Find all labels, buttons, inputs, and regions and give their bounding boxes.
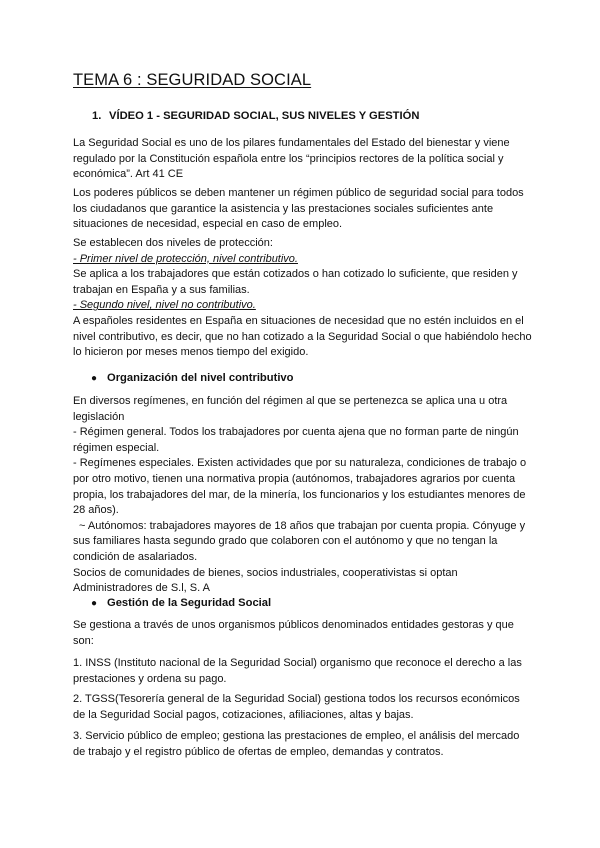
paragraph: ~ Autónomos: trabajadores mayores de 18 años que trabajan por cuenta propia. Cónyuge y sus familiares hasta segundo grado que colaboren con el autónomo y que no tengan la condición de asalariados. (73, 519, 526, 563)
paragraph: Se establecen dos niveles de protección: (73, 237, 273, 249)
management-item-2 (73, 692, 533, 723)
list-item: 2. TGSS(Tesorería general de la Seguridad Social) gestiona todos los recursos económicos de la Seguridad Social pagos, cotizaciones, afiliaciones, altas y bajas. (73, 693, 520, 721)
paragraph: Socios de comunidades de bienes, socios industriales, cooperativistas si optan Administradores de S.l, S. A (73, 566, 458, 595)
list-item: 3. Servicio público de empleo; gestiona las prestaciones de empleo, el análisis del mercado de trabajo y el registro público de ofertas de empleo, demandas y contratos. (73, 730, 520, 758)
paragraph: A españoles residentes en España en situaciones de necesidad que no estén incluidos en el nivel contributivo, es decir, que no han cotizado a la Seguridad Social o que habiéndolo hecho lo hicieron por meses menos tiempo del exigido. (73, 314, 532, 359)
bullet-icon: ● (91, 598, 98, 609)
paragraph: Los poderes públicos se deben mantener un régimen público de seguridad social para todos los ciudadanos que garantice la asistencia y las prestaciones sociales suficientes ante situaciones de necesidad, especial en caso de empleo. (73, 187, 524, 231)
management-item-3 (73, 729, 533, 760)
management-intro-paragraph (73, 618, 533, 649)
protection-levels-block (73, 236, 533, 361)
page-title: TEMA 6 : SEGURIDAD SOCIAL (73, 71, 312, 89)
level-heading: - Segundo nivel, nivel no contributivo. (73, 299, 256, 312)
paragraph: - Regímenes especiales. Existen actividades que por su naturaleza, condiciones de trabajo o por otro motivo, tienen una normativa propia (autónomos, trabajadores agrarios por cuenta propia, los trabajadores del mar, de la minería, los funcionarios y los estudiantes menores de 28 años). (73, 457, 527, 517)
paragraph: La Seguridad Social es uno de los pilares fundamentales del Estado del bienestar y viene regulado por la Constitución española entre los “principios rectores de la política social y económica”. Art 41 CE (73, 137, 510, 181)
section-obligation-paragraph (73, 186, 533, 233)
paragraph: - Régimen general. Todos los trabajadores por cuenta ajena que no forman parte de ningún régimen especial. (73, 426, 519, 454)
paragraph: Se gestiona a través de unos organismos públicos denominados entidades gestoras y que son: (73, 619, 514, 647)
section-number: 1. (92, 110, 102, 122)
section-heading (92, 110, 419, 122)
subsection-heading (91, 597, 271, 609)
section-heading-text: VÍDEO 1 - SEGURIDAD SOCIAL, SUS NIVELES Y GESTIÓN (109, 110, 420, 122)
paragraph: Se aplica a los trabajadores que están cotizados o han cotizado lo suficiente, que residen y trabajan en España y a sus familias. (73, 268, 518, 296)
paragraph: En diversos regímenes, en función del régimen al que se pertenezca se aplica una u otra legislación (73, 395, 508, 423)
list-item: 1. INSS (Instituto nacional de la Seguridad Social) organismo que reconoce el derecho a las prestaciones y ordena su pago. (73, 657, 522, 685)
contributive-organization-block (73, 394, 533, 597)
section-intro-paragraph (73, 136, 533, 183)
management-item-1 (73, 656, 533, 687)
subsection-heading (91, 372, 293, 384)
subsection-heading-text: Gestión de la Seguridad Social (107, 597, 272, 609)
subsection-heading-text: Organización del nivel contributivo (107, 372, 294, 384)
level-heading: - Primer nivel de protección, nivel contributivo. (73, 252, 298, 265)
bullet-icon: ● (91, 373, 98, 384)
